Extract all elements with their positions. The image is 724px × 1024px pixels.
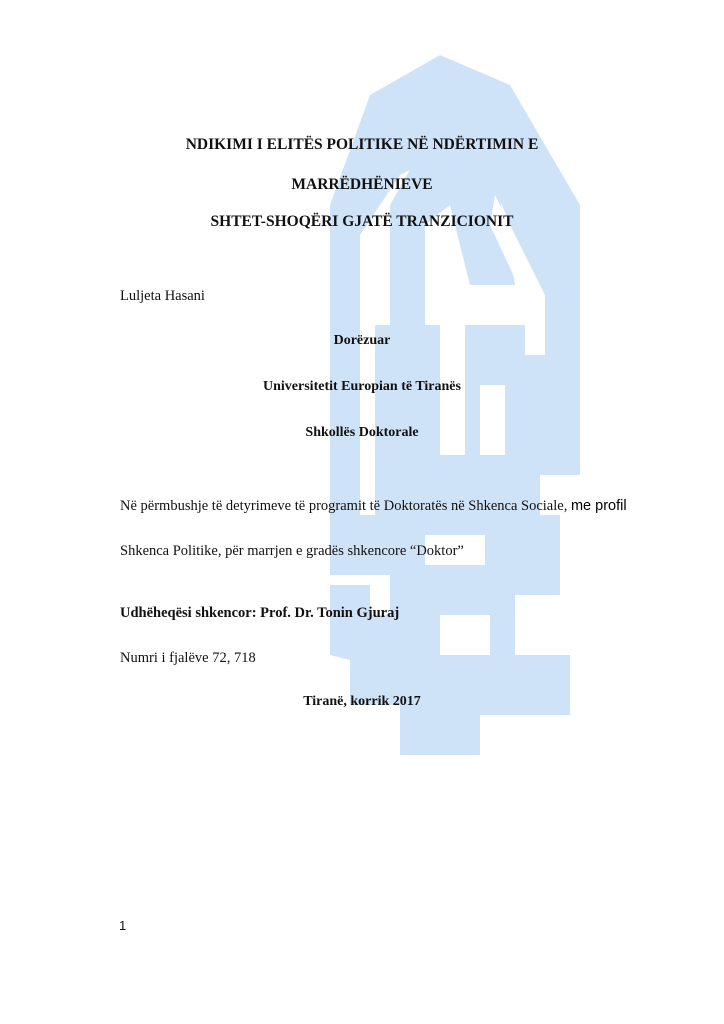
page-number: 1 — [119, 918, 127, 933]
fulfillment-line-1 — [120, 497, 627, 515]
title-line-1: NDIKIMI I ELITËS POLITIKE NË NDËRTIMIN E — [185, 136, 539, 153]
school-name: Shkollës Doktorale — [305, 425, 419, 440]
submitted-label: Dorëzuar — [333, 333, 391, 348]
fulfillment-text: Në përmbushje të detyrimeve të programit të Doktoratës në Shkenca Sociale, — [120, 498, 568, 514]
place-date: Tiranë, korrik 2017 — [303, 694, 421, 709]
title-line-3: SHTET-SHOQËRI GJATË TRANZICIONIT — [210, 213, 514, 230]
fulfillment-profile-text: me profil — [570, 498, 627, 514]
university-name: Universitetit Europian të Tiranës — [263, 379, 461, 394]
supervisor-line: Udhëheqësi shkencor: Prof. Dr. Tonin Gjuraj — [120, 605, 400, 621]
fulfillment-line-2: Shkenca Politike, për marrjen e gradës shkencore “Doktor” — [120, 543, 464, 559]
author-name: Luljeta Hasani — [120, 288, 205, 304]
title-line-2: MARRËDHËNIEVE — [291, 176, 433, 193]
university-watermark-logo — [330, 55, 580, 755]
word-count: Numri i fjalëve 72, 718 — [120, 650, 256, 666]
